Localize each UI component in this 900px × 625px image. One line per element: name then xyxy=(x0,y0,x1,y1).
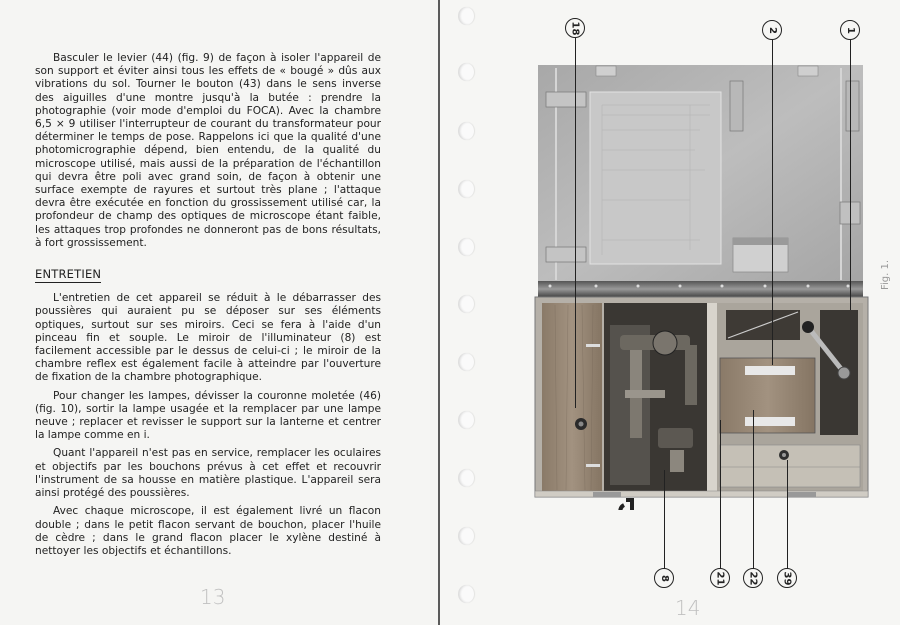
page-number-right: 14 xyxy=(675,596,701,620)
binding-hole xyxy=(458,527,474,545)
callout-leader-18 xyxy=(575,38,576,408)
left-page xyxy=(0,0,438,625)
binding-hole xyxy=(458,469,474,487)
callout-39: 39 xyxy=(777,568,797,588)
paragraph-lamps: Pour changer les lampes, dévisser la couronne moletée (46) (fig. 10), sortir la lampe usagée et la remplacer par une lampe neuve ; replacer et revisser le support sur la lanterne et centrer la lampe comme en i. xyxy=(35,389,381,442)
paragraph-maintenance: L'entretien de cet appareil se réduit à le débarrasser des poussières qui auraient pu se déposer sur ses éléments optiques, surtout sur ses miroirs. Ceci se fera à l'aide d'un pinceau fin et souple. Le miroir de l'illuminateur (8) est facilement accessible par le dessus de celui-ci ; le miroir de la chambre reflex est également facile à atteindre par l'ouverture de fixation de la chambre photographique. xyxy=(35,292,381,384)
page-number-left: 13 xyxy=(200,585,226,609)
body-text xyxy=(35,52,381,563)
stand-clamp xyxy=(620,500,632,510)
paragraph-storage: Quant l'appareil n'est pas en service, remplacer les oculaires et objectifs par les bouchons prévus à cet effet et recouvrir l'instrument de sa housse en matière plastique. L'appareil sera ainsi protégé des poussières. xyxy=(35,447,381,500)
binding-hole xyxy=(458,122,474,140)
binding-hole xyxy=(458,411,474,429)
drawer xyxy=(720,445,860,487)
lid-clip xyxy=(546,92,586,107)
case-left-door xyxy=(542,303,602,491)
binding-hole xyxy=(458,7,474,25)
figure-label: Fig. 1. xyxy=(880,259,891,290)
instruction-sheet xyxy=(590,92,721,264)
lid-clip xyxy=(546,247,586,262)
paragraph-flacon: Avec chaque microscope, il est également livré un flacon double ; dans le petit flacon servant de bouchon, placer l'huile de cèdre ; dans le grand flacon placer le xylène destiné à nettoyer les objectifs et échantillons. xyxy=(35,505,381,557)
callout-18: 18 xyxy=(565,18,585,38)
callout-leader-22 xyxy=(753,410,754,570)
callout-leader-1 xyxy=(850,40,851,310)
lid-strap xyxy=(730,81,743,131)
binding-hole xyxy=(458,63,474,81)
callout-2: 2 xyxy=(762,20,782,40)
callout-leader-8 xyxy=(664,470,665,570)
lid-strap xyxy=(846,81,859,131)
callout-leader-21 xyxy=(720,420,721,570)
callout-21: 21 xyxy=(710,568,730,588)
case-hinge xyxy=(538,281,863,297)
callout-1: 1 xyxy=(840,20,860,40)
binding-hole xyxy=(458,353,474,371)
lid-latch xyxy=(798,66,818,76)
callout-22: 22 xyxy=(743,568,763,588)
binding-hole xyxy=(458,295,474,313)
callout-leader-2 xyxy=(772,40,773,365)
section-heading-entretien: ENTRETIEN xyxy=(35,268,101,283)
binding-hole xyxy=(458,238,474,256)
binding-hole xyxy=(458,585,474,603)
callout-leader-39 xyxy=(787,460,788,570)
binding-hole xyxy=(458,180,474,198)
lid-latch xyxy=(596,66,616,76)
callout-8: 8 xyxy=(654,568,674,588)
microscope-case-photo xyxy=(530,60,870,510)
paragraph-photography: Basculer le levier (44) (fig. 9) de façon à isoler l'appareil de son support et éviter ainsi tous les effets de « bougé » dûs aux vibrations du sol. Tourner le bouton (43) dans le sens inverse des aiguilles d'une montre jusqu'à la butée : prendre la photographie (voir mode d'emploi du FOCA). Avec la chambre 6,5 × 9 utiliser l'interrupteur de courant du transformateur pour déterminer le temps de pose. Rappelons ici que la qualité d'une photomicrographie dépend, bien entendu, de la qualité du microscope utilisé, mais aussi de la préparation de l'échantillon qui devra être poli avec grand soin, de façon à obtenir une surface exempte de rayures et surtout très plane ; l'attaque devra être exécutée en fonction du grossissement utilisé car, la profondeur de champ des optiques de microscope étant faible, les attaques trop profondes ne donneront pas de bons résultats, à fort grossissement. xyxy=(35,52,381,249)
